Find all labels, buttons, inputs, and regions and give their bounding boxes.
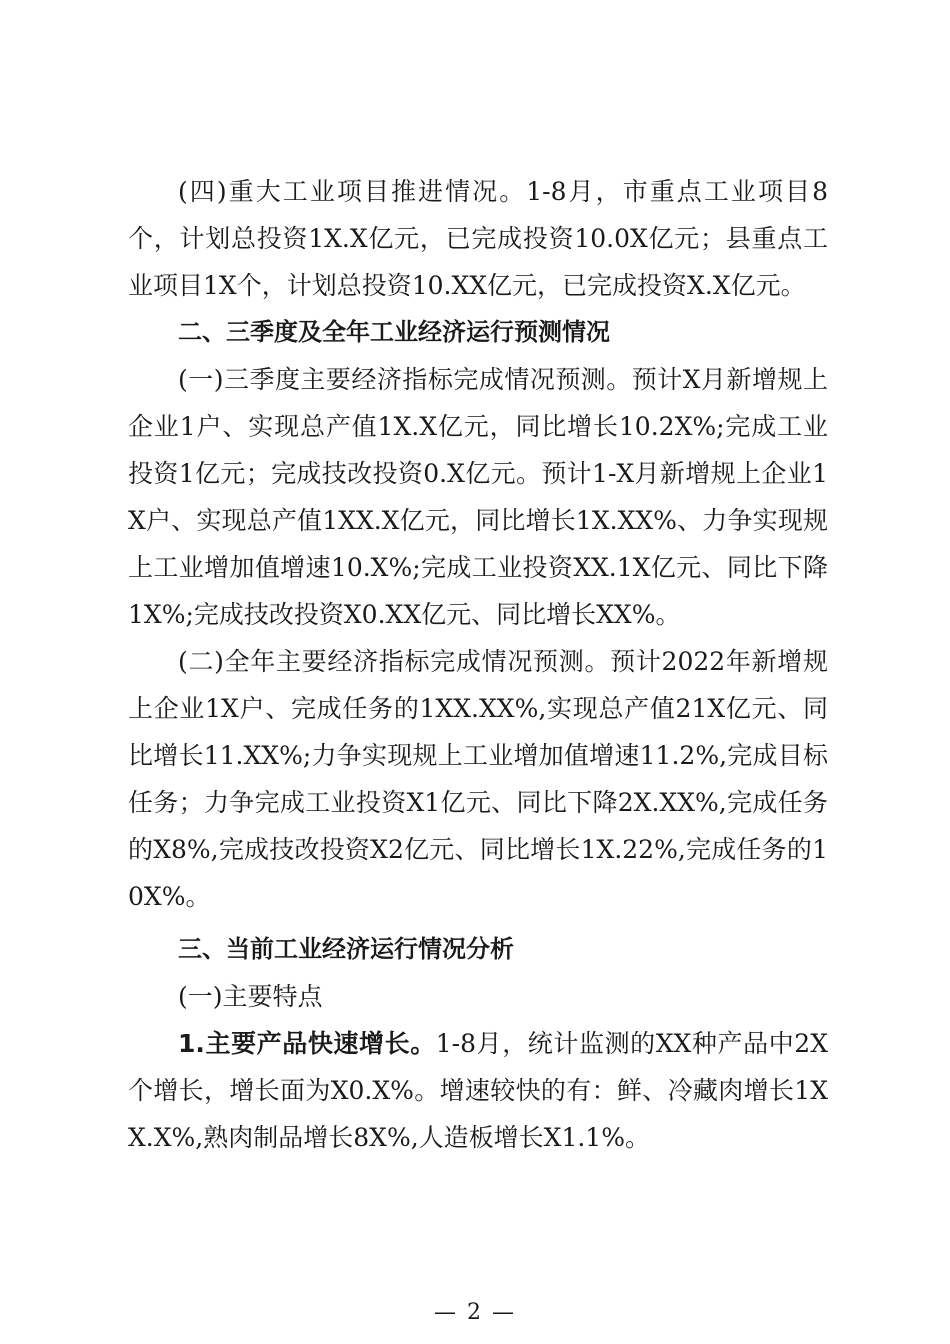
heading-forecast: 二、三季度及全年工业经济运行预测情况 xyxy=(178,318,610,346)
paragraph-year-forecast: (二)全年主要经济指标完成情况预测。预计2022年新增规上企业1X户、完成任务的1XX.XX%,实现总产值21X亿元、同比增长11.XX%;力争实现规上工业增加值增速11.2%,完成目标任务；力争完成工业投资X1亿元、同比下降2X.XX%,完成任务的X8%,完成技改投资X2亿元、同比增长1X.22%,完成任务的10X%。 xyxy=(128,647,828,911)
paragraph-products-lead: 1.主要产品快速增长。 xyxy=(178,1029,436,1058)
heading-analysis: 三、当前工业经济运行情况分析 xyxy=(178,935,514,963)
page-number: — 2 — xyxy=(434,1300,516,1325)
paragraph-q3-forecast: (一)三季度主要经济指标完成情况预测。预计X月新增规上企业1户、实现总产值1X.X亿元，同比增长10.2X%;完成工业投资1亿元；完成技改投资0.X亿元。预计1-X月新增规上企业1X户、实现总产值1XX.X亿元，同比增长1X.XX%、力争实现规上工业增加值增速10.X%;完成工业投资XX.1X亿元、同比下降1X%;完成技改投资X0.XX亿元、同比增长XX%。 xyxy=(128,365,828,629)
paragraph-features: (一)主要特点 xyxy=(178,982,323,1011)
paragraph-products xyxy=(128,1020,828,1161)
paragraph-products-body: 1-8月，统计监测的XX种产品中2X个增长，增长面为X0.X%。增速较快的有：鲜、冷藏肉增长1XX.X%,熟肉制品增长8X%,人造板增长X1.1%。 xyxy=(128,1029,828,1152)
paragraph-major-projects: (四)重大工业项目推进情况。1-8月，市重点工业项目8个，计划总投资1X.X亿元，已完成投资10.0X亿元；县重点工业项目1X个，计划总投资10.XX亿元，已完成投资X.X亿元。 xyxy=(128,177,828,300)
document-body xyxy=(128,168,828,1161)
